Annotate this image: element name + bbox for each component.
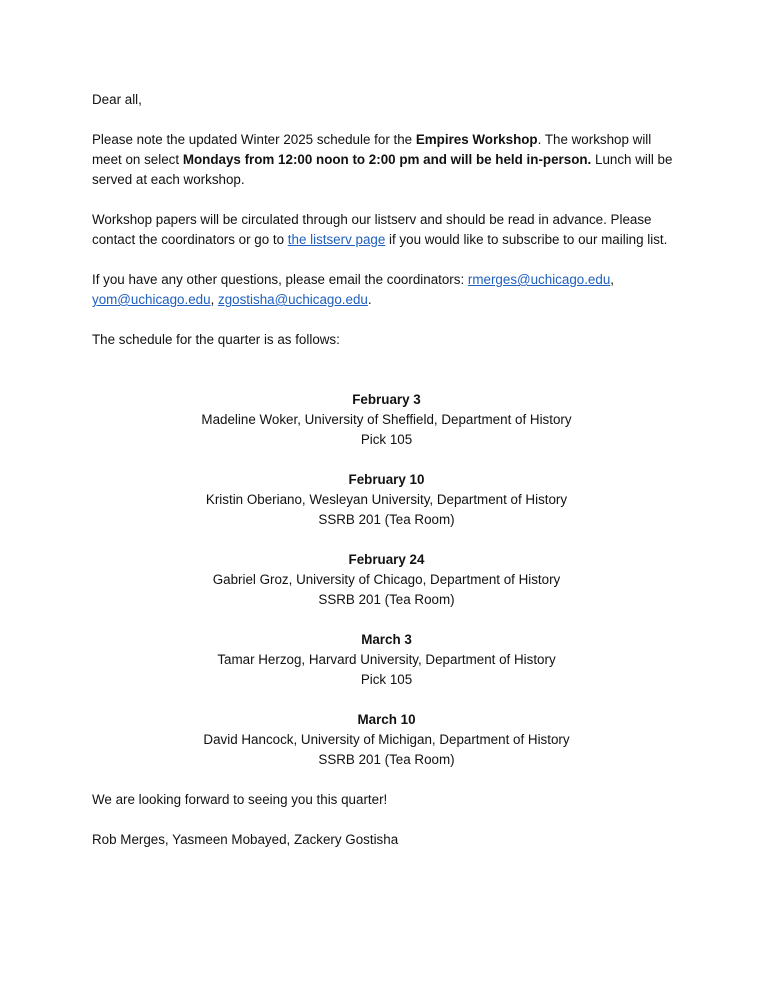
event-room: SSRB 201 (Tea Room): [318, 752, 455, 767]
schedule-intro: The schedule for the quarter is as follows:: [92, 332, 340, 347]
event-date: February 3: [352, 392, 421, 407]
meeting-time: Mondays from 12:00 noon to 2:00 pm and will be held in-person.: [182, 152, 592, 167]
event-date: March 10: [357, 712, 416, 727]
schedule-list: [92, 390, 683, 770]
event-date: March 3: [361, 632, 412, 647]
event-speaker: Gabriel Groz, University of Chicago, Department of History: [212, 572, 561, 587]
intro-text-3: Lunch will be served at each workshop.: [92, 152, 673, 187]
papers-text-2: if you would like to subscribe to our mailing list.: [385, 232, 668, 247]
email-link-zgostisha[interactable]: zgostisha@uchicago.edu: [218, 292, 368, 307]
event-speaker: Tamar Herzog, Harvard University, Department of History: [217, 652, 556, 667]
event-speaker: David Hancock, University of Michigan, Department of History: [203, 732, 570, 747]
intro-paragraph: [92, 130, 683, 190]
period: .: [367, 292, 372, 307]
schedule-event: [92, 710, 681, 770]
schedule-event: [92, 470, 681, 530]
event-speaker: Madeline Woker, University of Sheffield, Department of History: [201, 412, 572, 427]
separator: ,: [610, 272, 615, 287]
greeting: Dear all,: [92, 92, 142, 107]
email-link-yom[interactable]: yom@uchicago.edu: [92, 292, 211, 307]
questions-text: If you have any other questions, please email the coordinators:: [92, 272, 468, 287]
intro-text-1: Please note the updated Winter 2025 schedule for the: [92, 132, 416, 147]
schedule-event: [92, 390, 681, 450]
separator: ,: [210, 292, 219, 307]
intro-text-2: . The workshop will meet on select: [92, 132, 652, 167]
event-room: SSRB 201 (Tea Room): [318, 592, 455, 607]
event-speaker: Kristin Oberiano, Wesleyan University, Department of History: [205, 492, 568, 507]
schedule-event: [92, 630, 681, 690]
papers-paragraph: [92, 210, 683, 250]
event-date: February 24: [348, 552, 425, 567]
email-link-rmerges[interactable]: rmerges@uchicago.edu: [467, 272, 611, 287]
schedule-event: [92, 550, 681, 610]
papers-text-1: Workshop papers will be circulated through our listserv and should be read in advance. Please contact the coordinators or go to: [92, 212, 652, 247]
event-date: February 10: [348, 472, 425, 487]
questions-paragraph: [92, 270, 683, 310]
workshop-name: Empires Workshop: [415, 132, 538, 147]
event-room: Pick 105: [360, 432, 413, 447]
signature: Rob Merges, Yasmeen Mobayed, Zackery Gostisha: [92, 832, 399, 847]
event-room: SSRB 201 (Tea Room): [318, 512, 455, 527]
closing-line: We are looking forward to seeing you this quarter!: [92, 792, 388, 807]
listserv-link[interactable]: the listserv page: [287, 232, 386, 247]
event-room: Pick 105: [360, 672, 413, 687]
